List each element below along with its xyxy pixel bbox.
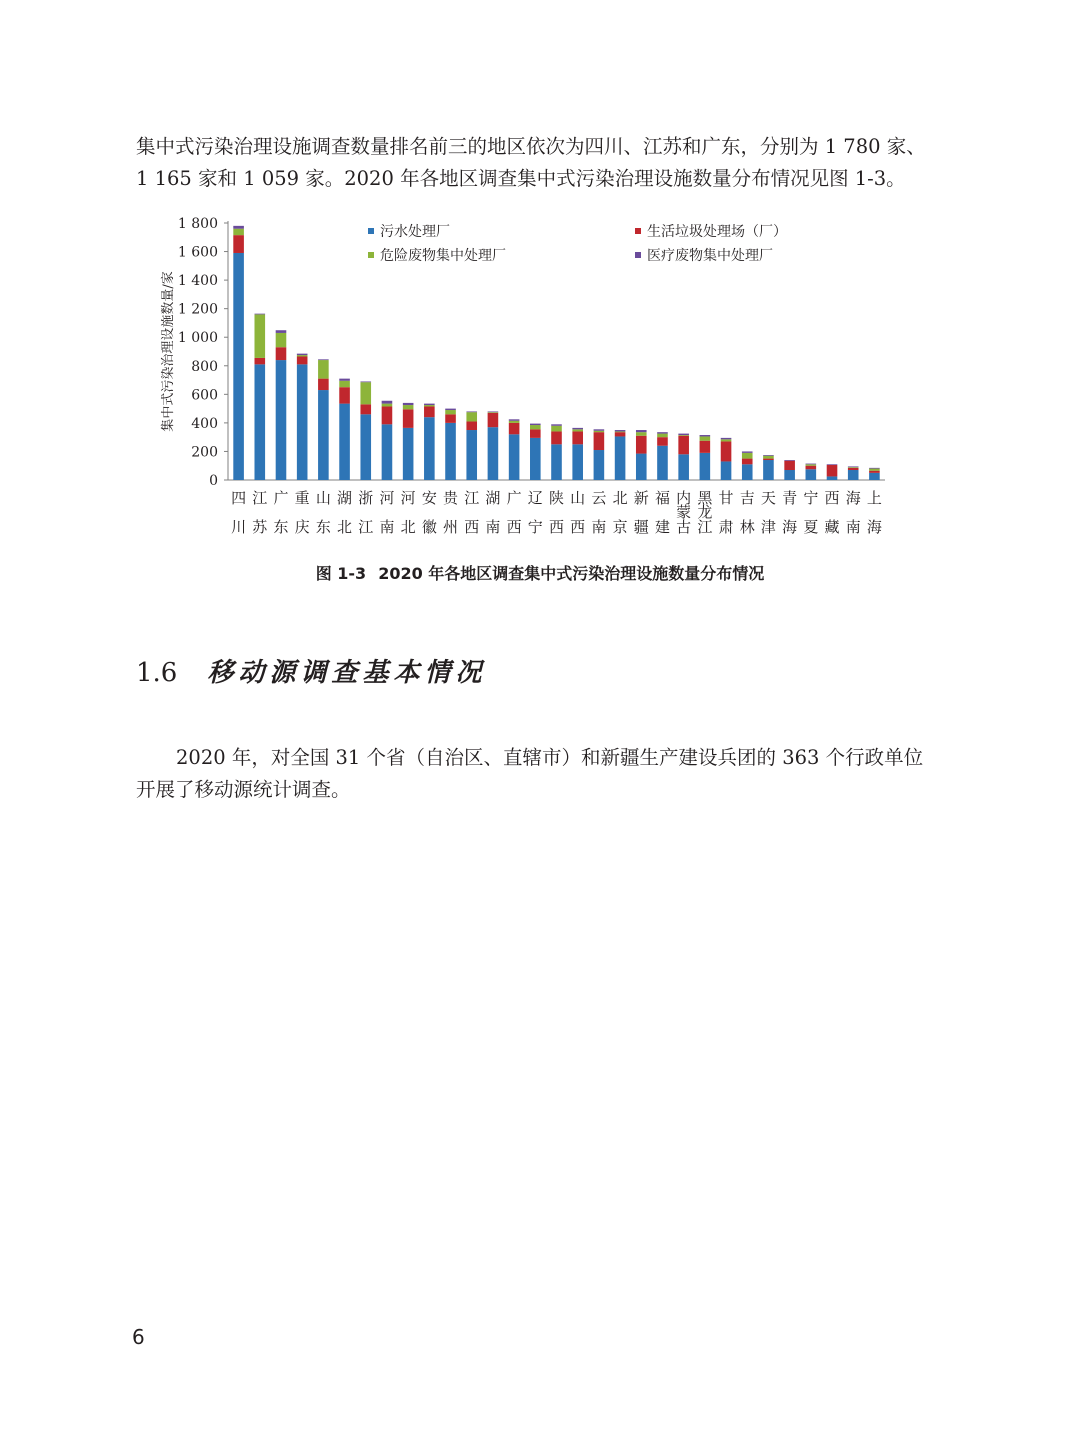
bar-segment xyxy=(615,436,626,480)
bar-segment xyxy=(445,414,456,423)
x-tick-label: 辽 xyxy=(527,489,543,507)
bar-segment xyxy=(572,444,583,480)
bar-segment xyxy=(763,455,774,456)
y-tick-label: 1 800 xyxy=(177,216,218,232)
x-tick-label: 安 xyxy=(421,489,437,507)
stacked-bar-chart xyxy=(150,208,910,548)
x-tick-label: 江 xyxy=(252,489,268,507)
bar-segment xyxy=(806,466,817,470)
x-tick-label: 福 xyxy=(654,489,670,507)
x-tick-label: 东 xyxy=(315,518,331,536)
bar-segment xyxy=(339,387,350,403)
x-tick-label: 南 xyxy=(485,518,501,536)
bar-segment xyxy=(594,450,605,480)
x-tick-label: 苏 xyxy=(252,518,268,536)
bar-segment xyxy=(657,434,668,438)
y-tick-label: 1 400 xyxy=(177,273,218,290)
bar-segment xyxy=(339,404,350,480)
bar-segment xyxy=(233,229,244,235)
section-heading xyxy=(136,652,486,689)
x-tick-label: 广 xyxy=(506,489,522,507)
bar-segment xyxy=(615,431,626,432)
bar-segment xyxy=(636,430,647,432)
bar-segment xyxy=(254,364,265,480)
bar-segment xyxy=(700,436,711,440)
bar-segment xyxy=(551,424,562,425)
bar-segment xyxy=(678,435,689,436)
x-tick-label: 湖 xyxy=(485,489,501,507)
x-tick-label: 海 xyxy=(782,518,798,536)
x-tick-label: 北 xyxy=(612,489,628,507)
bar-segment xyxy=(445,423,456,480)
bar-segment xyxy=(869,471,880,473)
body-paragraph xyxy=(136,742,946,806)
bar-segment xyxy=(530,425,541,429)
bar-segment xyxy=(360,404,371,414)
bar-segment xyxy=(742,459,753,465)
bar-segment xyxy=(700,441,711,453)
x-tick-label: 南 xyxy=(591,518,607,536)
bar-segment xyxy=(848,466,859,467)
bar-segment xyxy=(636,432,647,436)
bar-segment xyxy=(233,235,244,253)
x-tick-label: 北 xyxy=(337,518,353,536)
x-tick-label: 龙 xyxy=(697,503,713,521)
x-tick-label: 贵 xyxy=(443,489,459,507)
x-tick-label: 陕 xyxy=(548,489,565,507)
bar-segment xyxy=(742,464,753,480)
x-tick-label: 建 xyxy=(654,518,670,536)
bar-segment xyxy=(360,414,371,480)
x-tick-label: 藏 xyxy=(824,518,840,536)
bar-segment xyxy=(339,379,350,381)
bar-segment xyxy=(700,435,711,436)
bar-segment xyxy=(360,381,371,382)
x-tick-label: 吉 xyxy=(739,489,755,507)
figure-caption xyxy=(0,561,1080,584)
x-tick-label: 宁 xyxy=(527,518,543,536)
y-tick-label: 1 200 xyxy=(177,301,218,318)
bar-segment xyxy=(276,333,287,347)
x-tick-label: 西 xyxy=(548,518,565,536)
bar-segment xyxy=(678,436,689,455)
bar-segment xyxy=(297,355,308,356)
bar-segment xyxy=(466,411,477,412)
bar-segment xyxy=(869,473,880,480)
x-tick-label: 州 xyxy=(443,518,459,536)
x-tick-label: 海 xyxy=(845,489,861,507)
legend-swatch xyxy=(368,252,374,258)
bar-segment xyxy=(636,436,647,454)
x-tick-label: 海 xyxy=(866,518,882,536)
bar-segment xyxy=(382,406,393,424)
body-paragraph-line-1: 2020 年，对全国 31 个省（自治区、直辖市）和新疆生产建设兵团的 363 个行政单位 xyxy=(176,746,924,769)
legend-label: 污水处理厂 xyxy=(380,224,450,240)
bar-segment xyxy=(657,432,668,433)
bar-segment xyxy=(530,424,541,425)
legend-label: 危险废物集中处理厂 xyxy=(380,248,506,264)
bar-segment xyxy=(297,364,308,480)
x-tick-label: 上 xyxy=(866,489,882,507)
bar-segment xyxy=(488,413,499,427)
bar-segment xyxy=(297,356,308,364)
bar-segment xyxy=(318,390,329,480)
bar-segment xyxy=(466,421,477,430)
figure-label: 图 1-3 xyxy=(315,564,367,583)
bar-segment xyxy=(276,347,287,360)
bar-segment xyxy=(360,382,371,404)
legend-label: 生活垃圾处理场（厂） xyxy=(647,224,787,240)
bar-segment xyxy=(551,426,562,432)
x-tick-label: 河 xyxy=(400,489,416,507)
x-tick-label: 黑 xyxy=(697,489,713,507)
bar-segment xyxy=(424,404,435,405)
x-tick-label: 庆 xyxy=(294,518,310,536)
bar-segment xyxy=(424,405,435,406)
bar-segment xyxy=(551,444,562,480)
x-tick-label: 江 xyxy=(358,518,374,536)
x-tick-label: 新 xyxy=(633,489,649,507)
x-tick-label: 浙 xyxy=(358,489,374,507)
x-tick-label: 西 xyxy=(824,489,840,507)
bar-segment xyxy=(488,427,499,480)
x-tick-label: 江 xyxy=(464,489,480,507)
x-tick-label: 肃 xyxy=(718,518,734,536)
bar-segment xyxy=(403,409,414,428)
bar-segment xyxy=(763,459,774,460)
x-tick-label: 云 xyxy=(591,489,607,507)
x-tick-label: 广 xyxy=(273,489,289,507)
x-tick-label: 西 xyxy=(570,518,586,536)
bar-segment xyxy=(276,360,287,480)
bar-segment xyxy=(445,409,456,410)
bar-segment xyxy=(572,429,583,431)
bar-segment xyxy=(721,439,732,441)
y-tick-label: 0 xyxy=(209,473,218,489)
bar-segment xyxy=(233,226,244,229)
bar-segment xyxy=(848,470,859,480)
bar-segment xyxy=(827,476,838,480)
bar-segment xyxy=(721,461,732,480)
x-tick-label: 青 xyxy=(782,489,798,507)
y-tick-label: 1 600 xyxy=(177,244,218,261)
bar-segment xyxy=(678,454,689,480)
bar-segment xyxy=(254,314,265,358)
y-tick-label: 200 xyxy=(191,444,218,461)
x-tick-label: 京 xyxy=(612,518,628,536)
bar-segment xyxy=(382,401,393,404)
bar-segment xyxy=(594,431,605,432)
bar-segment xyxy=(382,424,393,480)
bar-segment xyxy=(869,469,880,471)
bar-segment xyxy=(615,432,626,436)
x-tick-label: 疆 xyxy=(633,518,649,536)
x-tick-label: 津 xyxy=(760,518,776,536)
bar-segment xyxy=(339,381,350,387)
bar-segment xyxy=(572,428,583,429)
y-tick-label: 600 xyxy=(191,387,218,404)
bar-segment xyxy=(403,428,414,480)
legend-swatch xyxy=(635,252,641,258)
x-tick-label: 河 xyxy=(379,489,395,507)
bar-segment xyxy=(806,469,817,480)
x-tick-label: 甘 xyxy=(718,489,734,507)
x-tick-label: 江 xyxy=(697,518,713,536)
figure-caption-text: 2020 年各地区调查集中式污染治理设施数量分布情况 xyxy=(378,564,765,583)
legend-swatch xyxy=(368,228,374,234)
bar-segment xyxy=(530,438,541,480)
bar-segment xyxy=(594,429,605,430)
y-axis-title: 集中式污染治理设施数量/家 xyxy=(161,271,176,432)
x-tick-label: 山 xyxy=(315,489,331,507)
bar-segment xyxy=(254,358,265,364)
bar-segment xyxy=(403,403,414,405)
bar-segment xyxy=(509,423,520,434)
x-tick-label: 古 xyxy=(676,518,692,536)
bar-segment xyxy=(594,432,605,450)
bar-segment xyxy=(721,441,732,461)
legend-label: 医疗废物集中处理厂 xyxy=(647,248,773,264)
bar-segment xyxy=(276,330,287,333)
bar-segment xyxy=(848,468,859,470)
bar-segment xyxy=(530,429,541,438)
x-tick-label: 内 xyxy=(676,489,692,507)
bar-segment xyxy=(445,410,456,414)
x-tick-label: 蒙 xyxy=(676,503,692,521)
bar-segment xyxy=(254,314,265,315)
bar-segment xyxy=(318,360,329,379)
body-paragraph-line-2: 开展了移动源统计调查。 xyxy=(136,778,351,801)
bar-segment xyxy=(233,253,244,480)
bar-segment xyxy=(551,431,562,444)
bar-segment xyxy=(509,434,520,480)
bar-segment xyxy=(318,379,329,390)
x-tick-label: 林 xyxy=(739,518,755,536)
x-tick-label: 山 xyxy=(570,489,586,507)
bar-segment xyxy=(784,470,795,480)
x-tick-label: 夏 xyxy=(803,518,819,536)
bar-segment xyxy=(488,411,499,412)
x-tick-label: 西 xyxy=(464,518,480,536)
bar-segment xyxy=(572,431,583,444)
bar-segment xyxy=(636,454,647,480)
x-tick-label: 南 xyxy=(379,518,395,536)
bar-segment xyxy=(424,406,435,417)
y-tick-label: 800 xyxy=(191,358,218,375)
bar-segment xyxy=(466,430,477,480)
x-tick-label: 北 xyxy=(400,518,416,536)
x-tick-label: 南 xyxy=(845,518,861,536)
bar-segment xyxy=(615,430,626,431)
bar-segment xyxy=(424,417,435,480)
bar-segment xyxy=(848,467,859,468)
bar-segment xyxy=(763,460,774,480)
bar-segment xyxy=(827,465,838,476)
bar-segment xyxy=(869,468,880,469)
intro-paragraph-line-1: 集中式污染治理设施调查数量排名前三的地区依次为四川、江苏和广东，分别为 1 780 家、 xyxy=(136,135,926,158)
bar-segment xyxy=(742,451,753,452)
x-tick-label: 重 xyxy=(294,489,310,507)
legend-swatch xyxy=(635,228,641,234)
x-tick-label: 东 xyxy=(273,518,289,536)
section-number: 1.6 xyxy=(136,658,178,688)
y-tick-label: 1 000 xyxy=(177,330,218,347)
x-tick-label: 西 xyxy=(506,518,522,536)
x-tick-label: 天 xyxy=(760,489,776,507)
bar-segment xyxy=(509,419,520,420)
bar-segment xyxy=(509,421,520,423)
bar-segment xyxy=(784,461,795,470)
intro-paragraph-line-2: 1 165 家和 1 059 家。2020 年各地区调查集中式污染治理设施数量分布情况见图 1-3。 xyxy=(136,167,906,190)
y-tick-label: 400 xyxy=(191,415,218,432)
intro-paragraph xyxy=(136,131,946,195)
bar-segment xyxy=(678,434,689,435)
bar-segment xyxy=(763,456,774,459)
bar-segment xyxy=(657,437,668,446)
bar-segment xyxy=(488,412,499,413)
x-tick-label: 四 xyxy=(231,489,247,507)
bar-segment xyxy=(806,464,817,465)
bar-segment xyxy=(721,438,732,439)
bar-segment xyxy=(403,405,414,409)
bar-segment xyxy=(466,412,477,421)
x-tick-label: 湖 xyxy=(337,489,353,507)
x-tick-label: 徽 xyxy=(421,518,437,536)
bar-segment xyxy=(700,453,711,480)
bar-segment xyxy=(827,464,838,465)
section-title: 移动源调查基本情况 xyxy=(207,658,487,688)
bar-segment xyxy=(784,460,795,461)
x-tick-label: 宁 xyxy=(803,489,819,507)
bar-segment xyxy=(806,464,817,465)
bar-segment xyxy=(742,453,753,459)
x-tick-label: 川 xyxy=(231,518,247,536)
bar-segment xyxy=(297,354,308,355)
bar-segment xyxy=(318,359,329,360)
bar-segment xyxy=(657,446,668,480)
page-number: 6 xyxy=(132,1325,145,1349)
bar-segment xyxy=(382,404,393,407)
